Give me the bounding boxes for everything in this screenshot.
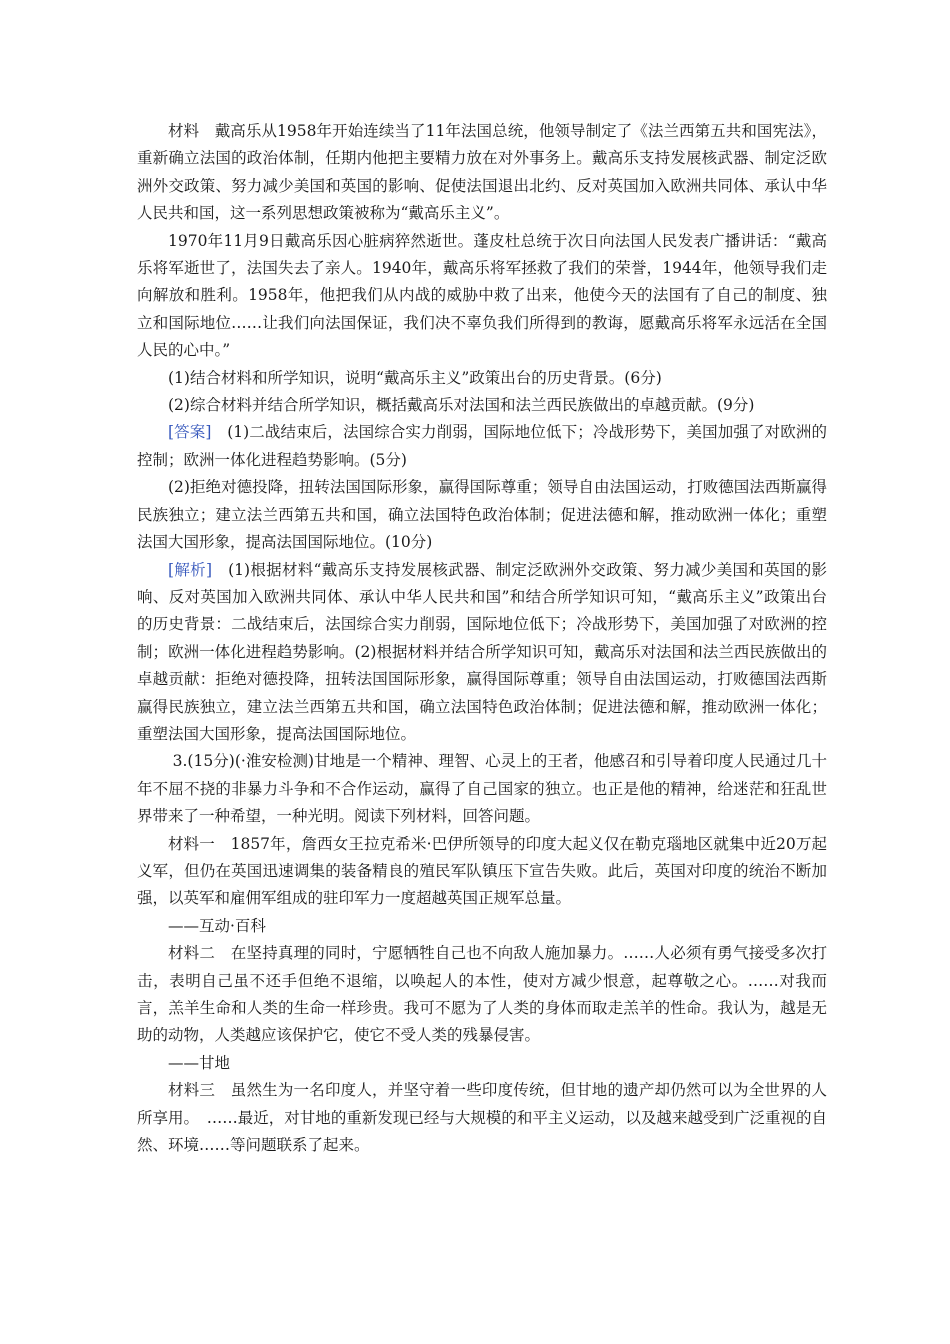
- analysis-paragraph: [137, 557, 827, 749]
- answer-text: (1)二战结束后，法国综合实力削弱，国际地位低下；冷战形势下，美国加强了对欧洲的控制；欧洲一体化进程趋势影响。(5分): [137, 423, 827, 469]
- analysis-tag: [解析]: [168, 560, 212, 579]
- analysis-text: (1)根据材料“戴高乐支持发展核武器、制定泛欧洲外交政策、努力减少美国和英国的影响、反对英国加入欧洲共同体、承认中华人民共和国”和结合所学知识可知，“戴高乐主义”政策出台的历史背景：二战结束后，法国综合实力削弱，国际地位低下；冷战形势下，美国加强了对欧洲的控制；欧洲一体化进程趋势影响。(2)根据材料并结合所学知识可知，戴高乐对法国和法兰西民族做出的卓越贡献：拒绝对德投降，扭转法国国际形象，赢得国际尊重；领导自由法国运动，打败德国法西斯赢得民族独立，建立法兰西第五共和国，确立法国特色政治体制；促进法德和解，推动欧洲一体化；重塑法国大国形象，提高法国国际地位。: [137, 560, 827, 743]
- question-3-intro: 3.(15分)(·淮安检测)甘地是一个精神、理智、心灵上的王者，他感召和引导着印度人民通过几十年不屈不挠的非暴力斗争和不合作运动，赢得了自己国家的独立。也正是他的精神，给迷茫和狂乱世界带来了一种希望，一种光明。阅读下列材料，回答问题。: [137, 752, 827, 826]
- answer-tag: [答案]: [168, 423, 212, 442]
- source-line-2: ——甘地: [168, 1053, 231, 1072]
- source-line-1: ——互动·百科: [168, 916, 266, 935]
- speech-paragraph: 1970年11月9日戴高乐因心脏病猝然逝世。蓬皮杜总统于次日向法国人民发表广播讲话：“戴高乐将军逝世了，法国失去了亲人。1940年，戴高乐将军拯救了我们的荣誉，1944年，他领导我们走向解放和胜利。1958年，他把我们从内战的威胁中救了出来，他使今天的法国有了自己的制度、独立和国际地位……让我们向法国保证，我们决不辜负我们所得到的教诲，愿戴高乐将军永远活在全国人民的心中。”: [137, 231, 827, 360]
- answer-paragraph: [137, 419, 827, 474]
- answer-part-2: (2)拒绝对德投降，扭转法国国际形象，赢得国际尊重；领导自由法国运动，打败德国法西斯赢得民族独立；建立法兰西第五共和国，确立法国特色政治体制；促进法德和解，推动欧洲一体化；重塑法国大国形象，提高法国国际地位。(10分): [137, 478, 827, 552]
- question-1: (1)结合材料和所学知识，说明“戴高乐主义”政策出台的历史背景。(6分): [168, 368, 662, 387]
- material-two: 材料二 在坚持真理的同时，宁愿牺牲自己也不向敌人施加暴力。……人必须有勇气接受多次打击，表明自己虽不还手但绝不退缩，以唤起人的本性，使对方减少恨意，起尊敬之心。……对我而言，羔羊生命和人类的生命一样珍贵。我可不愿为了人类的身体而取走羔羊的性命。我认为，越是无助的动物，人类越应该保护它，使它不受人类的残暴侵害。: [137, 944, 827, 1045]
- document-body: [137, 118, 827, 1159]
- material-paragraph: 材料 戴高乐从1958年开始连续当了11年法国总统，他领导制定了《法兰西第五共和国宪法》，重新确立法国的政治体制，任期内他把主要精力放在对外事务上。戴高乐支持发展核武器、制定泛欧洲外交政策、努力减少美国和英国的影响、促使法国退出北约、反对英国加入欧洲共同体、承认中华人民共和国，这一系列思想政策被称为“戴高乐主义”。: [137, 122, 827, 223]
- material-one: 材料一 1857年，詹西女王拉克希米·巴伊所领导的印度大起义仅在勒克瑙地区就集中近20万起义军，但仍在英国迅速调集的装备精良的殖民军队镇压下宣告失败。此后，英国对印度的统治不断加强，以英军和雇佣军组成的驻印军力一度超越英国正规军总量。: [137, 834, 827, 908]
- material-three: 材料三 虽然生为一名印度人，并坚守着一些印度传统，但甘地的遗产却仍然可以为全世界的人所享用。 ……最近，对甘地的重新发现已经与大规模的和平主义运动，以及越来越受到广泛重视的自然、环境……等问题联系了起来。: [137, 1081, 827, 1155]
- question-2: (2)综合材料并结合所学知识，概括戴高乐对法国和法兰西民族做出的卓越贡献。(9分): [168, 396, 755, 415]
